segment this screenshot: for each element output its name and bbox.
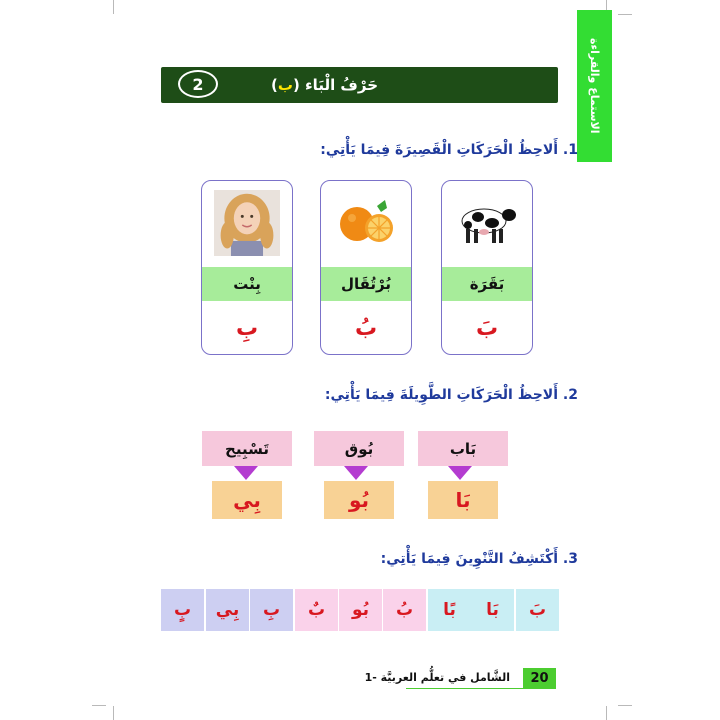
lesson-number: 2 xyxy=(192,74,204,94)
tanween-tile: بِ xyxy=(250,589,293,631)
long-vowel-word: بُوق xyxy=(314,431,404,466)
long-vowel-letter: بُو xyxy=(324,481,394,519)
page-number: 20 xyxy=(530,670,549,686)
card-letter: بَ xyxy=(475,316,499,341)
lesson-title-letter: ب xyxy=(277,76,293,94)
tanween-tile: بًا xyxy=(428,589,471,631)
question-1-number: 1. xyxy=(562,142,578,158)
long-vowel-word: بَاب xyxy=(418,431,508,466)
long-vowel-word: تَسْبِيح xyxy=(202,431,292,466)
lesson-number-badge xyxy=(178,70,218,98)
card-letter: بِ xyxy=(235,316,259,341)
side-section-label: الاستماع والقراءة xyxy=(588,38,601,134)
question-2 xyxy=(325,387,578,403)
footer-rule xyxy=(406,688,556,689)
tanween-tile: بِي xyxy=(206,589,249,631)
question-1-text: أَلاحِظُ الْحَرَكَاتِ الْقَصِيرَةَ فِيمَا يَأْتِي: xyxy=(320,142,559,158)
down-triangle-icon xyxy=(448,466,472,480)
crop-mark-br-h xyxy=(618,705,632,706)
card-word: بِنْت xyxy=(202,267,292,301)
crop-mark-bl-h xyxy=(92,705,106,706)
crop-mark-br-v xyxy=(606,706,607,720)
question-2-text: أَلاحِظُ الْحَرَكَاتِ الطَّوِيلَةَ فِيمَا يَأْتِي: xyxy=(324,387,559,403)
lesson-title-close: ) xyxy=(271,76,278,94)
question-1 xyxy=(320,142,578,158)
question-3-number: 3. xyxy=(562,551,578,567)
book-title: الشَّامل في تعلُّم العربيَّة -1 xyxy=(364,671,510,684)
tanween-tile: بُ xyxy=(383,589,426,631)
tanween-tile: بَ xyxy=(516,589,559,631)
tanween-tile: بُو xyxy=(339,589,382,631)
card-word: بُرْتُقَال xyxy=(321,267,411,301)
card-word: بَقَرَة xyxy=(442,267,532,301)
crop-mark-bl-v xyxy=(113,706,114,720)
crop-mark-tl-v xyxy=(113,0,114,14)
question-3 xyxy=(381,551,578,567)
girl-image xyxy=(214,187,280,259)
long-vowel-letter: بِي xyxy=(212,481,282,519)
side-section-tab xyxy=(577,10,612,162)
orange-image xyxy=(333,187,399,259)
lesson-title-bar xyxy=(161,67,558,103)
tanween-tile: بٌ xyxy=(295,589,338,631)
card-orange xyxy=(320,180,412,355)
crop-mark-tr-h xyxy=(618,14,632,15)
down-triangle-icon xyxy=(234,466,258,480)
cow-image xyxy=(454,187,520,259)
tanween-tile: بَا xyxy=(471,589,514,631)
long-vowel-letter: بَا xyxy=(428,481,498,519)
card-cow xyxy=(441,180,533,355)
lesson-title-text: حَرْفُ الْبَاء ( xyxy=(292,76,379,94)
question-3-text: أَكْتَشِفُ التَّنْوِينَ فِيمَا يَأْتِي: xyxy=(380,551,559,567)
tanween-tile: بٍ xyxy=(161,589,204,631)
page-number-badge xyxy=(523,668,556,688)
card-letter: بُ xyxy=(354,316,378,341)
card-girl xyxy=(201,180,293,355)
question-2-number: 2. xyxy=(562,387,578,403)
down-triangle-icon xyxy=(344,466,368,480)
